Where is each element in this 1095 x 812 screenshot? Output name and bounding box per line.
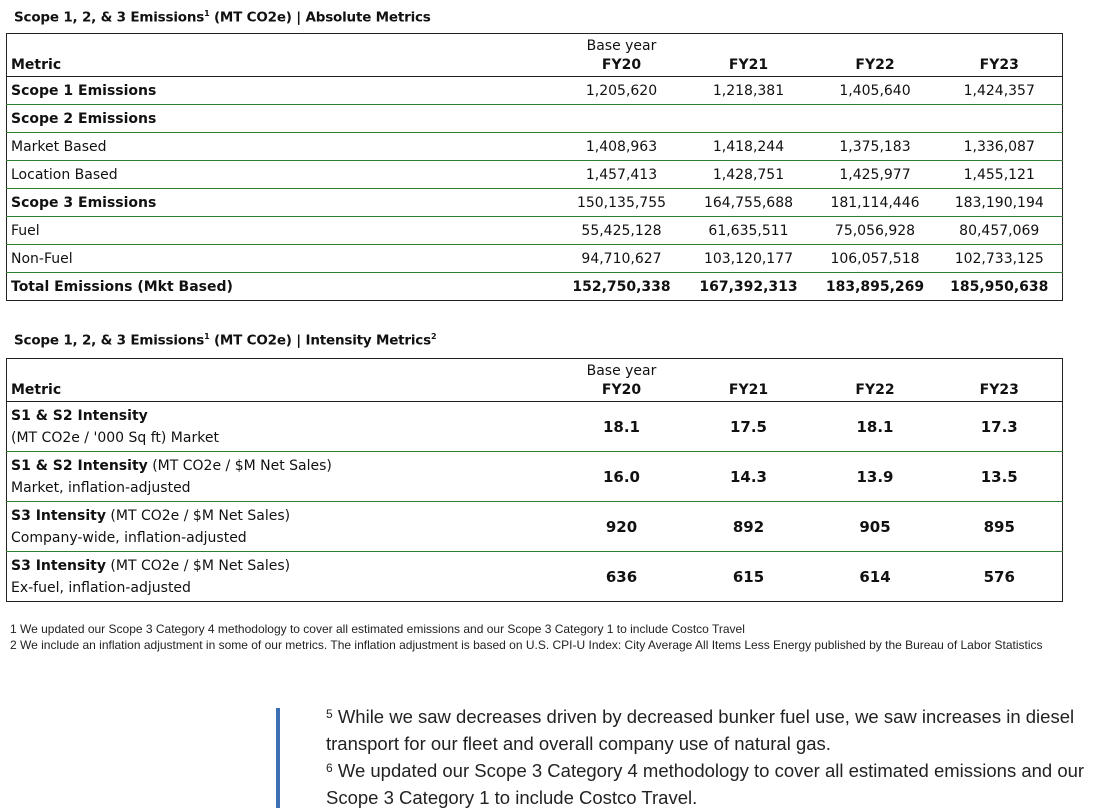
cell-value: 18.1 [814,402,937,452]
year-header: FY22 [814,379,937,402]
absolute-metrics-table [6,33,1063,301]
cell-value: 14.3 [684,452,814,502]
note-text: While we saw decreases driven by decreased bunker fuel use, we saw increases in diesel transport for our fleet and overall company use of natural gas. [326,706,1075,754]
metric-label: Scope 1 Emissions [7,77,560,105]
cell-value: 185,950,638 [950,278,1049,295]
table-row [7,502,1063,552]
table-header-row [7,359,1063,380]
metric-label: Scope 3 Emissions [7,189,560,217]
cell-value: 55,425,128 [560,217,684,245]
cell-value: 895 [937,502,1063,552]
cell-value [937,105,1063,133]
year-header: FY20 [560,54,684,77]
absolute-table-caption [14,9,431,26]
cell-value: 181,114,446 [814,189,937,217]
metric-title: S3 Intensity [11,557,106,574]
table-header-row [7,54,1063,77]
year-header: FY22 [814,54,937,77]
caption-footnote-ref: 1 [204,332,210,341]
cell-value: 1,457,413 [560,161,684,189]
table-row [7,245,1063,273]
cell-value: 1,205,620 [560,77,684,105]
cell-value: 13.5 [937,452,1063,502]
year-header: FY21 [684,54,814,77]
caption-main: Scope 1, 2, & 3 Emissions [14,332,205,349]
metric-label: Total Emissions (Mkt Based) [11,278,233,295]
cell-value: 1,218,381 [684,77,814,105]
cell-value: 13.9 [814,452,937,502]
metric-subtitle: Company-wide, inflation-adjusted [11,529,247,546]
caption-main: Scope 1, 2, & 3 Emissions [14,9,205,26]
cell-value [814,105,937,133]
footnote: 1 We updated our Scope 3 Category 4 methodology to cover all estimated emissions and our Scope 3 Category 1 to include Costco Travel [10,622,745,636]
caption-rest: (MT CO2e) | Intensity Metrics [209,332,431,349]
cell-value: 905 [814,502,937,552]
cell-value: 61,635,511 [684,217,814,245]
base-year-label: Base year [586,38,657,54]
table-row [7,161,1063,189]
cell-value: 920 [560,502,684,552]
cell-value: 1,425,977 [814,161,937,189]
metric-title: S3 Intensity [11,507,106,524]
metric-label: Non-Fuel [7,245,560,273]
cell-value: 892 [684,502,814,552]
cell-value: 1,428,751 [684,161,814,189]
year-header: FY23 [937,379,1063,402]
table-row [7,402,1063,452]
metric-label [7,452,560,502]
cell-value: 16.0 [560,452,684,502]
cell-value: 636 [605,567,638,586]
metric-unit: (MT CO2e / $M Net Sales) [147,457,332,474]
cell-value: 614 [859,567,891,586]
cell-value: 1,336,087 [937,133,1063,161]
cell-value: 167,392,313 [699,278,798,295]
metric-unit: (MT CO2e / $M Net Sales) [105,507,291,524]
cell-value: 106,057,518 [814,245,937,273]
cell-value: 152,750,338 [572,278,671,295]
metric-subtitle: Ex-fuel, inflation-adjusted [11,579,191,596]
year-header: FY21 [684,379,814,402]
caption-footnote-ref: 1 [204,9,210,18]
cell-value: 1,405,640 [814,77,937,105]
metric-subtitle: (MT CO2e / '000 Sq ft) Market [11,429,219,446]
cell-value: 1,408,963 [560,133,684,161]
table-row [7,77,1063,105]
cell-value: 102,733,125 [937,245,1063,273]
metric-label [7,552,560,602]
cell-value: 183,190,194 [937,189,1063,217]
metric-title: S1 & S2 Intensity [11,407,148,424]
cell-value [560,105,684,133]
table-row [7,552,1063,602]
metric-label [7,502,560,552]
cell-value: 17.5 [684,402,814,452]
metric-label [7,402,560,452]
table-footnotes [10,621,1085,653]
metric-label: Location Based [7,161,560,189]
caption-rest: (MT CO2e) | Absolute Metrics [209,9,431,26]
cell-value: 576 [983,567,1015,586]
metric-unit: (MT CO2e / $M Net Sales) [105,557,291,574]
cell-value: 103,120,177 [684,245,814,273]
cell-value: 1,455,121 [937,161,1063,189]
cell-value: 164,755,688 [684,189,814,217]
year-header: FY23 [937,54,1063,77]
base-year-label: Base year [586,363,657,379]
cell-value: 1,424,357 [937,77,1063,105]
side-notes [326,703,1095,811]
table-header-row [7,34,1063,55]
metric-label: Scope 2 Emissions [7,105,560,133]
side-note [326,703,1095,757]
note-number: 6 [326,761,333,775]
year-header: FY20 [560,379,684,402]
cell-value: 75,056,928 [814,217,937,245]
intensity-metrics-table [6,358,1063,602]
metric-subtitle: Market, inflation-adjusted [11,479,191,496]
cell-value: 615 [732,567,765,586]
cell-value: 18.1 [560,402,684,452]
metric-label: Fuel [7,217,560,245]
cell-value: 17.3 [937,402,1063,452]
note-text: We updated our Scope 3 Category 4 methodology to cover all estimated emissions and our Scope 3 Category 1 to include Costco Travel. [326,760,1085,808]
metric-header: Metric [7,379,560,402]
metric-title: S1 & S2 Intensity [11,457,148,474]
cell-value: 150,135,755 [560,189,684,217]
caption-footnote-ref: 2 [430,332,437,341]
cell-value: 1,375,183 [814,133,937,161]
cell-value: 183,895,269 [825,278,925,295]
note-number: 5 [326,707,333,721]
side-note [326,757,1095,811]
metric-header: Metric [7,54,560,77]
table-row [7,133,1063,161]
cell-value: 94,710,627 [560,245,684,273]
intensity-table-caption [14,332,436,349]
cell-value: 1,418,244 [684,133,814,161]
table-row [7,452,1063,502]
accent-bar [276,708,280,808]
cell-value: 80,457,069 [937,217,1063,245]
table-row [7,217,1063,245]
table-total-row [7,273,1063,301]
metric-label: Market Based [7,133,560,161]
cell-value [684,105,814,133]
footnote: 2 We include an inflation adjustment in some of our metrics. The inflation adjustment is based on U.S. CPI-U Index: City Average All Items Less Energy published by the Bureau of Labor Statistics [10,638,1043,652]
table-row [7,105,1063,133]
table-row [7,189,1063,217]
table-header-row [7,379,1063,402]
